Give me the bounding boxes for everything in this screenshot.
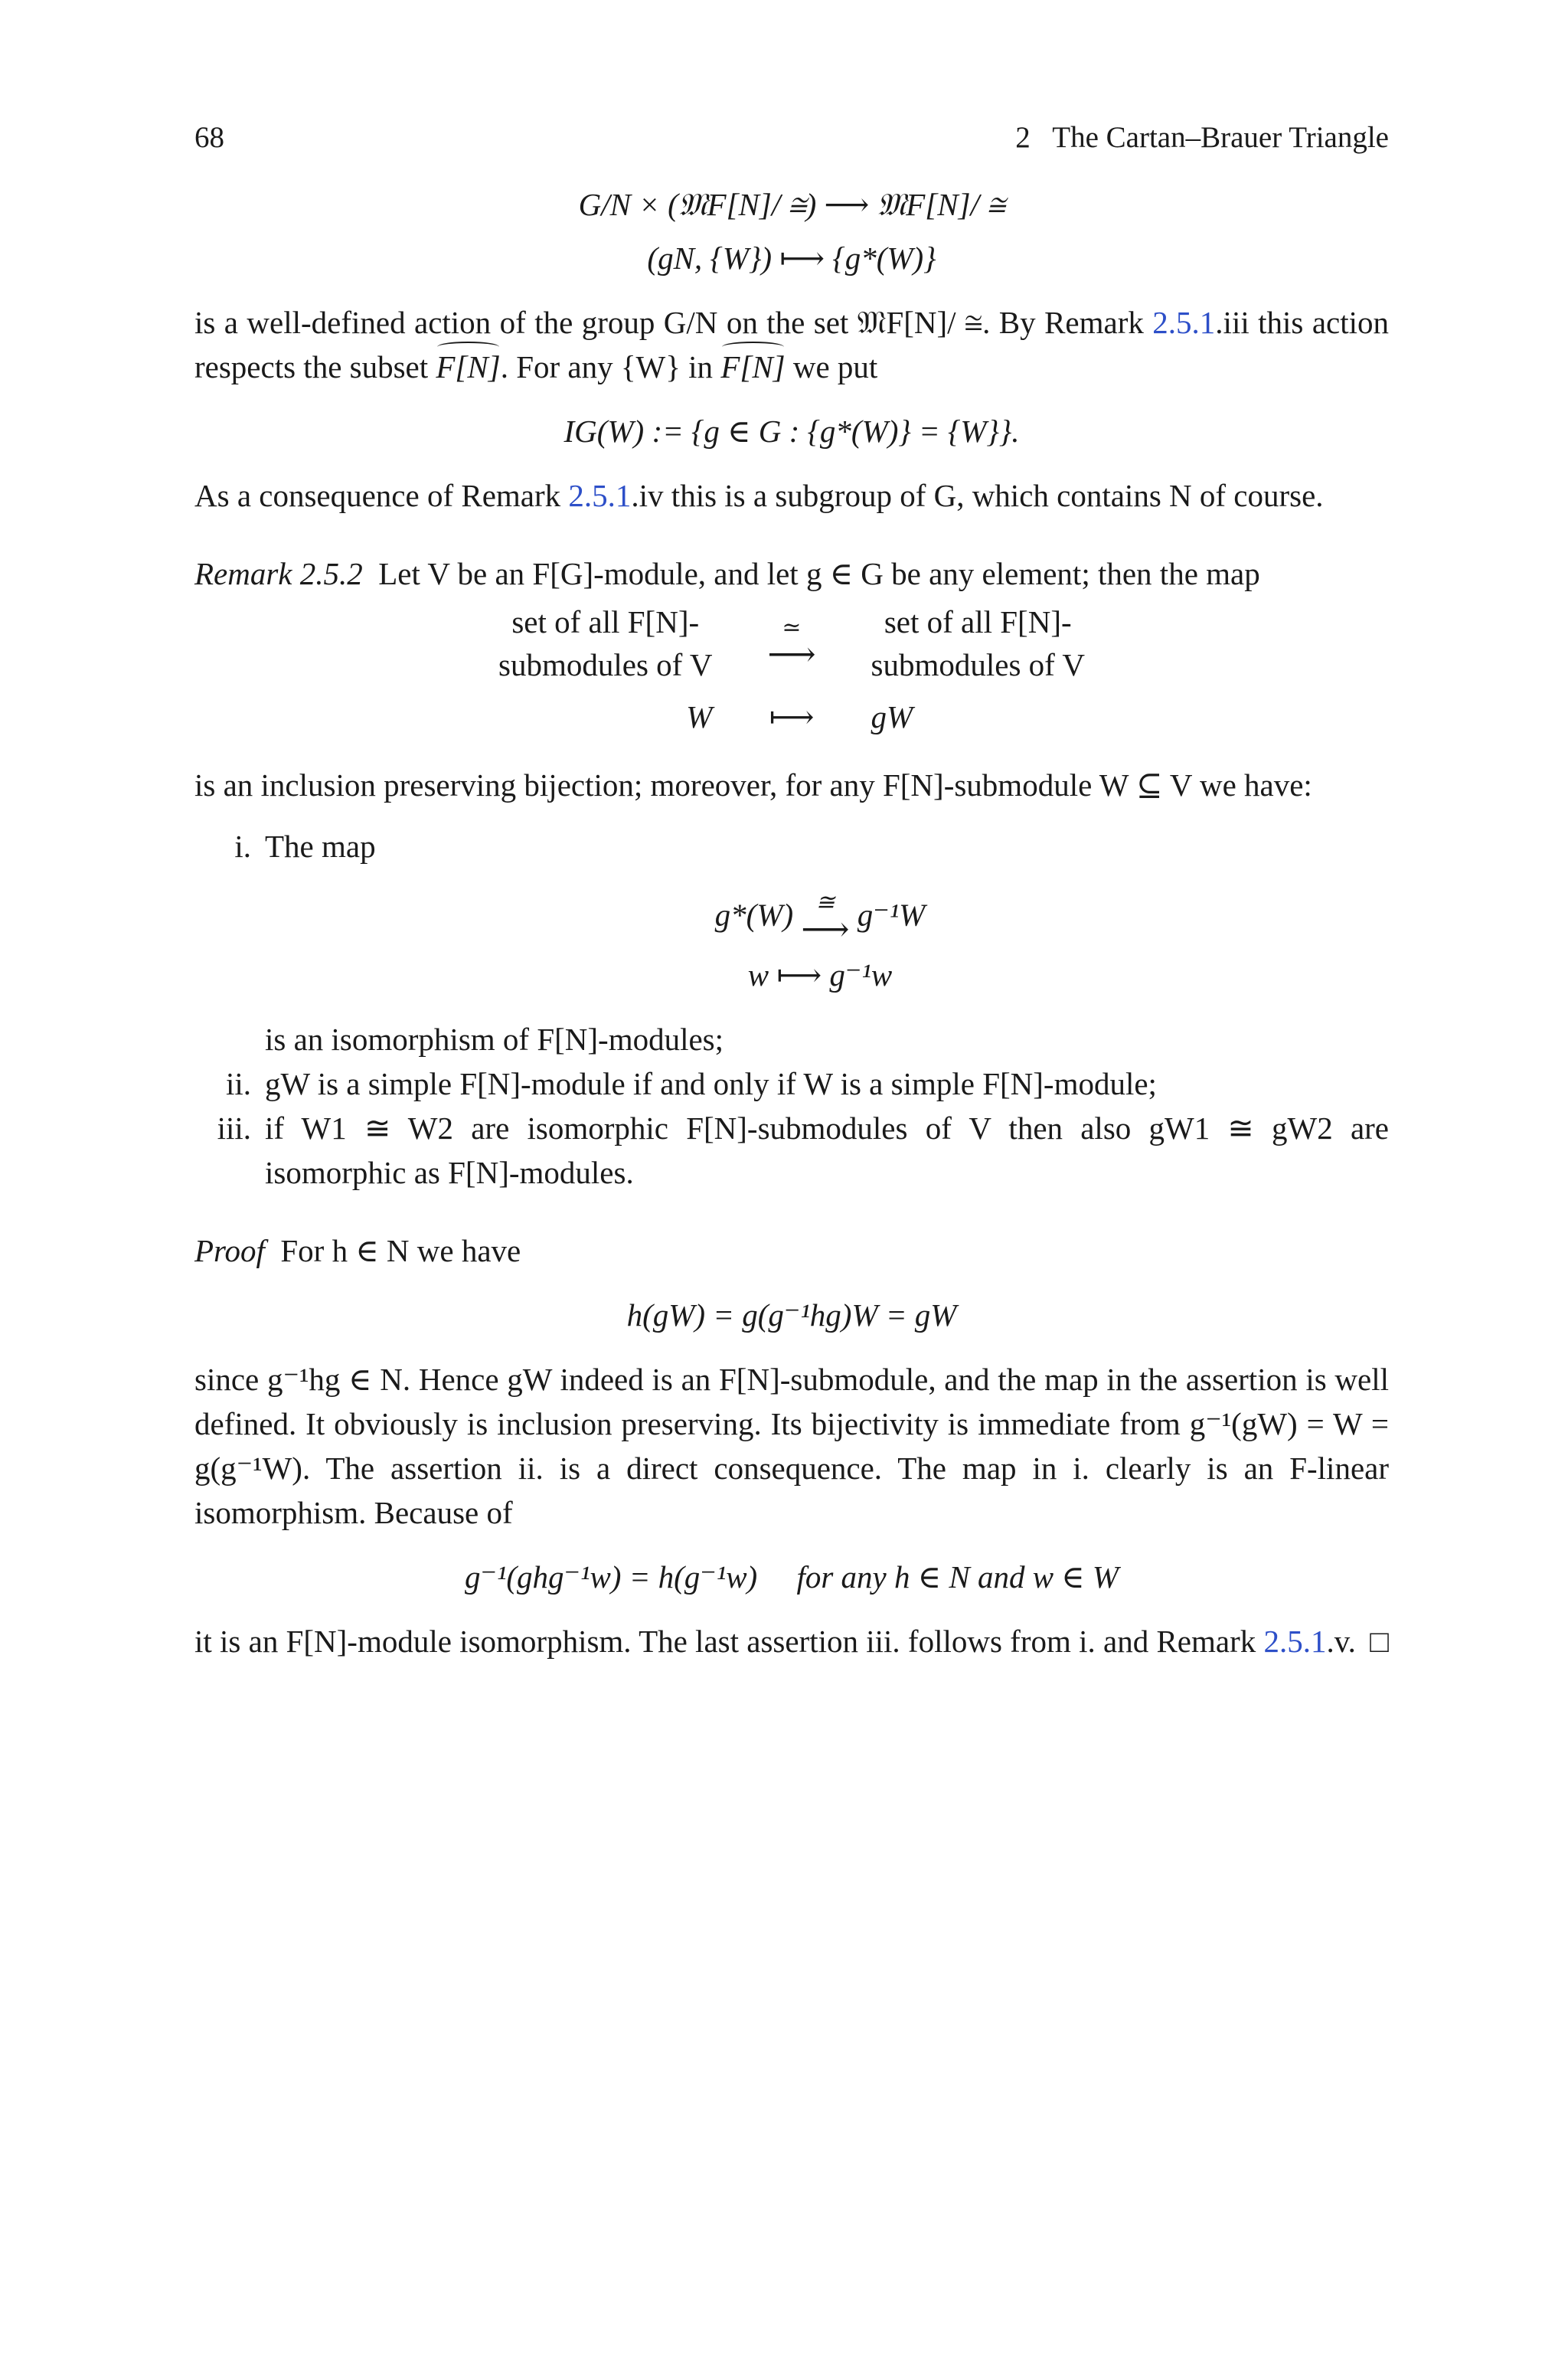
iso-symbol: ≃ [782, 615, 802, 640]
mapsto-arrow-icon: ⟼ [769, 699, 815, 734]
item-text: if W1 ≅ W2 are isomorphic F[N]-submodules of V then also gW1 ≅ gW2 are isomorphic as F[N]-modules. [265, 1110, 1389, 1190]
proof-label: Proof [194, 1233, 265, 1268]
display-conjugation: g⁻¹(ghg⁻¹w) = h(g⁻¹w) for any h ∈ N and w ∈ W [464, 1559, 1119, 1595]
text: As a consequence of Remark [194, 478, 569, 513]
map-left-cell [471, 596, 740, 691]
map-right-line-2: submodules of V [871, 647, 1085, 682]
display-action-line-1: G/N × (𝔐F[N]/ ≅) ⟶ 𝔐F[N]/ ≅ [578, 187, 1005, 222]
item-text: The map [265, 829, 376, 864]
map-right-line-1: set of all F[N]- [884, 604, 1072, 639]
right-arrow-icon: ⟶ [767, 636, 816, 673]
item-text: gW is a simple F[N]-module if and only if W is a simple F[N]-module; [265, 1066, 1157, 1101]
item-number: ii. [225, 1066, 251, 1101]
map-left-line-2: submodules of V [498, 647, 713, 682]
iso-arrow [767, 615, 816, 673]
list-item [194, 824, 1389, 868]
text: .iv this is a subgroup of G, which contains N of course. [631, 478, 1324, 513]
text: is a well-defined action of the group G/N on the set 𝔐F[N]/ ≅. By Remark [194, 305, 1153, 340]
item-number: iii. [217, 1110, 251, 1146]
map-left-line-1: set of all F[N]- [511, 604, 700, 639]
paragraph-proof-body: since g⁻¹hg ∈ N. Hence gW indeed is an F[N]-submodule, and the map in the assertion is well defined. It obviously is inclusion preserving. Its bijectivity is immediate from g⁻¹(gW) = W = g(g⁻¹W). The assertion ii. is a direct consequence. The map in i. clearly is an F-linear isomorphism. Because of [194, 1362, 1389, 1530]
map-right-cell [844, 596, 1112, 691]
text: we put [785, 349, 878, 384]
item-text: is an isomorphism of F[N]-modules; [265, 1022, 724, 1057]
link-remark-2-5-1[interactable]: 2.5.1 [568, 478, 632, 513]
iso-symbol: ≅ [815, 890, 835, 915]
map-arrow-cell [740, 596, 843, 691]
running-header [194, 115, 1389, 161]
running-title: 2 The Cartan–Brauer Triangle [1015, 121, 1389, 154]
remark-text: Let V be an F[G]-module, and let g ∈ G be any element; then the map [362, 556, 1260, 591]
list-item [194, 1061, 1389, 1106]
display-inertia-group: IG(W) := {g ∈ G : {g*(W)} = {W}}. [564, 414, 1020, 449]
paragraph-bijection: is an inclusion preserving bijection; moreover, for any F[N]-submodule W ⊆ V we have: [194, 767, 1312, 803]
item-number-spacer [194, 1017, 265, 1061]
map-elem-right: gW [871, 699, 913, 734]
item1-display-line-1 [251, 890, 1389, 948]
text: it is an F[N]-module isomorphism. The last assertion iii. follows from i. and Remark [194, 1624, 1264, 1659]
map-elem-left: W [686, 699, 713, 734]
page-number: 68 [194, 121, 224, 154]
remark-2-5-2 [194, 551, 1389, 596]
paragraph-subgroup [194, 473, 1389, 518]
proof [194, 1228, 1389, 1273]
link-remark-2-5-1[interactable]: 2.5.1 [1263, 1624, 1327, 1659]
item1-display-line-2: w ⟼ g⁻¹w [747, 957, 893, 993]
hat-symbol: F[N] [720, 345, 785, 389]
display-item-1-map [194, 891, 1389, 997]
qed-symbol: □ [1370, 1624, 1389, 1659]
hat-symbol: F[N] [436, 345, 500, 389]
item1-right: g⁻¹W [857, 897, 926, 933]
page [194, 115, 1389, 1663]
remark-label: Remark 2.5.2 [194, 556, 363, 591]
item-number: i. [234, 829, 251, 864]
proof-text: For h ∈ N we have [264, 1233, 521, 1268]
display-action-line-2: (gN, {W}) ⟼ {g*(W)} [647, 240, 936, 276]
text: . For any {W} in [500, 349, 721, 384]
display-action-map [194, 182, 1389, 280]
item1-left: g*(W) [714, 897, 794, 933]
list-item [194, 1106, 1389, 1195]
right-arrow-icon: ⟶ [801, 911, 850, 948]
display-hgw: h(gW) = g(g⁻¹hg)W = gW [626, 1297, 957, 1333]
remark-items [194, 824, 1389, 1195]
link-remark-2-5-1[interactable]: 2.5.1 [1152, 305, 1216, 340]
paragraph-action [194, 300, 1389, 389]
list-item [194, 1017, 1389, 1061]
paragraph-proof-end [194, 1619, 1389, 1663]
text: .iii this action respects the subset [194, 305, 1389, 384]
iso-arrow [801, 890, 850, 948]
submodule-bijection-table [471, 596, 1112, 743]
text: .v. [1326, 1624, 1356, 1659]
